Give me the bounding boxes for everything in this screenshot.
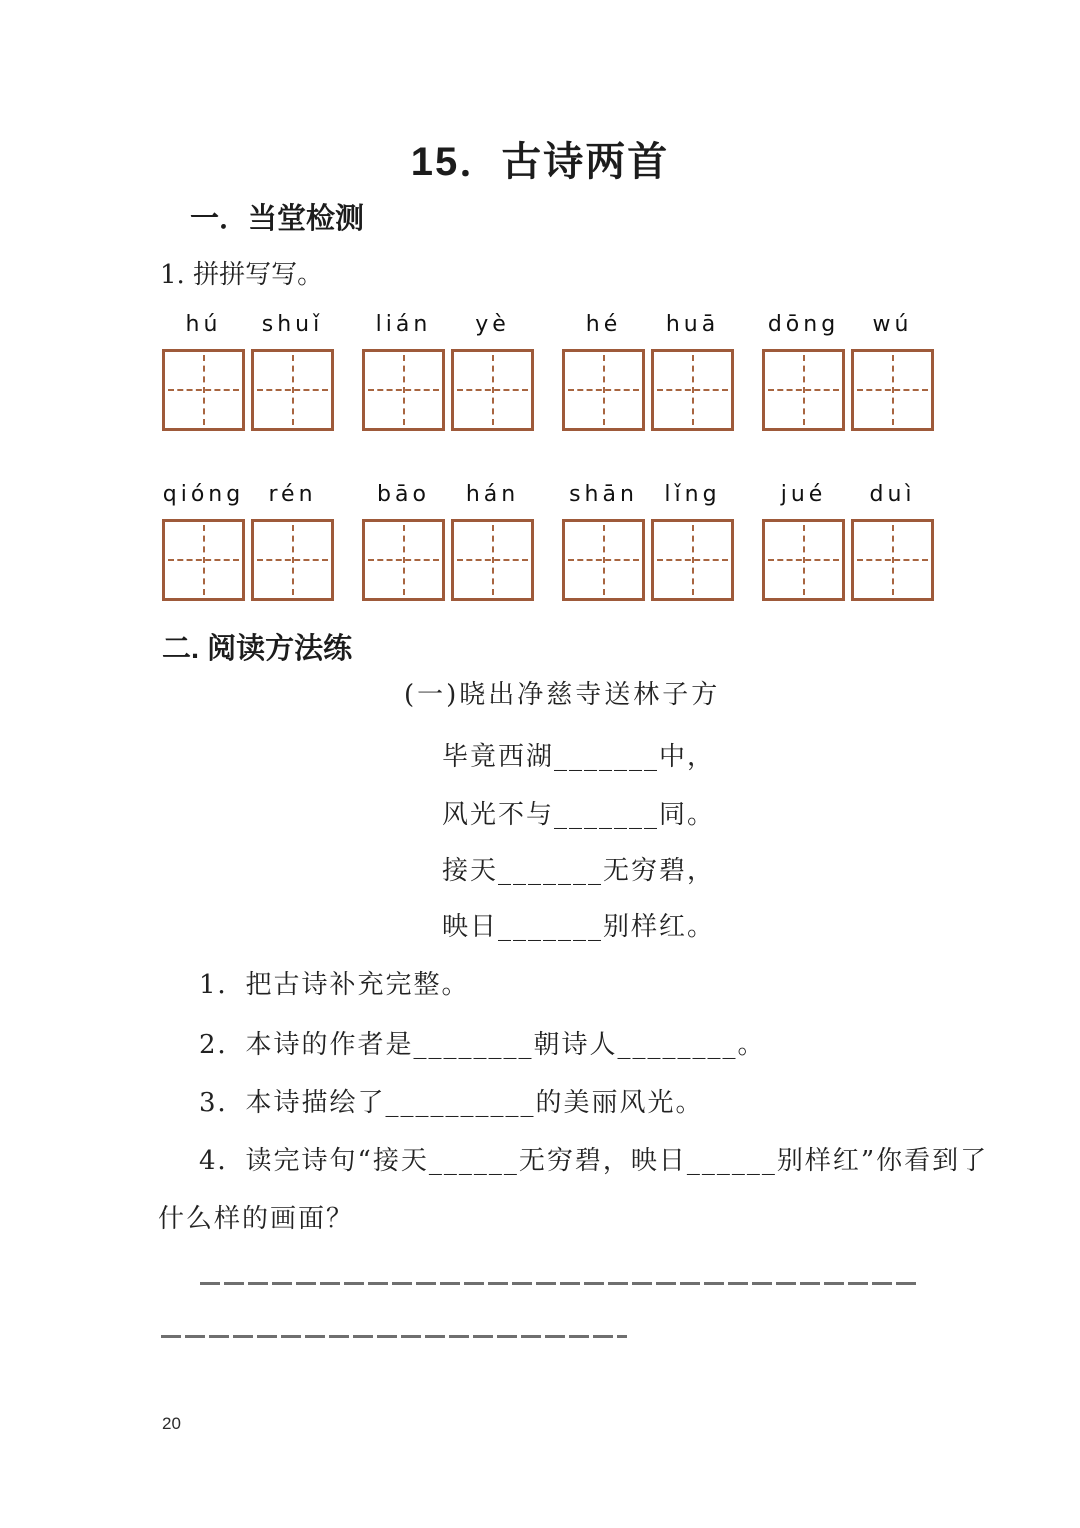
question-4-continued: 什么样的画面？ xyxy=(158,1204,355,1234)
writing-grid-box xyxy=(251,519,334,601)
answer-line-1 xyxy=(200,1282,918,1285)
poem-line: 风光不与_______同。 xyxy=(442,800,716,830)
pinyin-syllable: qióng xyxy=(162,482,245,507)
grid-horizontal-dashed-line xyxy=(257,389,328,391)
writing-grid-box xyxy=(851,519,934,601)
answer-line-2 xyxy=(161,1335,627,1338)
grid-horizontal-dashed-line xyxy=(657,559,728,561)
writing-grid-box xyxy=(451,349,534,431)
pinyin-word-group xyxy=(362,312,534,431)
pinyin-word-group xyxy=(762,312,934,431)
poem-line: 毕竟西湖_______中， xyxy=(442,742,716,772)
writing-grid-box xyxy=(851,349,934,431)
writing-grid-box xyxy=(762,349,845,431)
poem-title: (一)晓出净慈寺送林子方 xyxy=(404,680,721,710)
writing-grid-box xyxy=(762,519,845,601)
pinyin-syllable: hán xyxy=(465,482,520,507)
pinyin-word-group xyxy=(362,482,534,601)
grid-horizontal-dashed-line xyxy=(168,559,239,561)
poem-line: 映日_______别样红。 xyxy=(442,912,716,942)
writing-grid-box xyxy=(251,349,334,431)
grid-horizontal-dashed-line xyxy=(657,389,728,391)
writing-grid-box xyxy=(362,349,445,431)
poem-line: 接天_______无穷碧， xyxy=(442,856,716,886)
pinyin-syllable: shuǐ xyxy=(261,312,324,337)
question-3: 3．本诗描绘了__________的美丽风光。 xyxy=(199,1088,704,1118)
grid-horizontal-dashed-line xyxy=(257,559,328,561)
writing-grid-box xyxy=(562,349,645,431)
pinyin-word-group xyxy=(162,312,334,431)
pinyin-word-group xyxy=(162,482,334,601)
pinyin-grid-row-2 xyxy=(162,482,934,601)
writing-grid-box xyxy=(362,519,445,601)
question-2: 2．本诗的作者是________朝诗人________。 xyxy=(199,1030,766,1060)
exercise-one-label: 1. 拼拼写写。 xyxy=(160,260,324,290)
pinyin-syllable: lián xyxy=(375,312,432,337)
pinyin-word-group xyxy=(562,312,734,431)
pinyin-syllable: bāo xyxy=(377,482,430,507)
grid-horizontal-dashed-line xyxy=(568,559,639,561)
writing-grid-box xyxy=(162,349,245,431)
pinyin-syllable: huā xyxy=(665,312,720,337)
section-two-heading: 二. 阅读方法练 xyxy=(162,633,353,665)
writing-grid-box xyxy=(562,519,645,601)
pinyin-syllable: yè xyxy=(475,312,510,337)
pinyin-syllable: rén xyxy=(268,482,317,507)
grid-horizontal-dashed-line xyxy=(768,389,839,391)
grid-horizontal-dashed-line xyxy=(857,559,928,561)
grid-horizontal-dashed-line xyxy=(368,559,439,561)
pinyin-syllable: shān xyxy=(569,482,638,507)
writing-grid-box xyxy=(451,519,534,601)
pinyin-syllable: jué xyxy=(780,482,827,507)
section-one-heading: 一．当堂检测 xyxy=(190,203,365,235)
grid-horizontal-dashed-line xyxy=(457,559,528,561)
page-number: 20 xyxy=(162,1414,181,1433)
pinyin-syllable: dōng xyxy=(767,312,840,337)
pinyin-word-group xyxy=(762,482,934,601)
pinyin-syllable: wú xyxy=(872,312,913,337)
grid-horizontal-dashed-line xyxy=(168,389,239,391)
grid-horizontal-dashed-line xyxy=(457,389,528,391)
writing-grid-box xyxy=(651,519,734,601)
pinyin-syllable: duì xyxy=(869,482,916,507)
question-4: 4．读完诗句“接天______无穷碧，映日______别样红”你看到了 xyxy=(199,1146,989,1176)
pinyin-grid-row-1 xyxy=(162,312,934,431)
grid-horizontal-dashed-line xyxy=(857,389,928,391)
grid-horizontal-dashed-line xyxy=(568,389,639,391)
grid-horizontal-dashed-line xyxy=(368,389,439,391)
pinyin-syllable: hé xyxy=(585,312,622,337)
pinyin-word-group xyxy=(562,482,734,601)
grid-horizontal-dashed-line xyxy=(768,559,839,561)
writing-grid-box xyxy=(162,519,245,601)
writing-grid-box xyxy=(651,349,734,431)
pinyin-syllable: lǐng xyxy=(664,482,721,507)
pinyin-syllable: hú xyxy=(185,312,222,337)
page-title: 15．古诗两首 xyxy=(410,140,670,184)
question-1: 1．把古诗补充完整。 xyxy=(199,970,470,1000)
